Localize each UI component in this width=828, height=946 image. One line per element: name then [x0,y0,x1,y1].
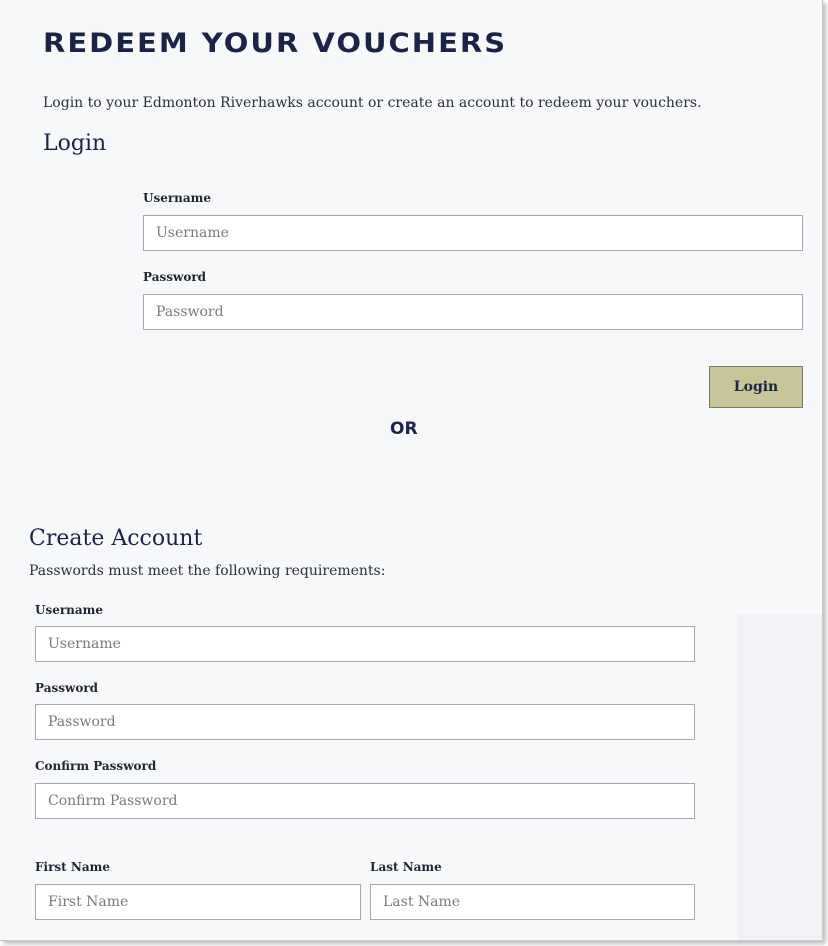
create-username-input[interactable] [35,626,695,662]
last-name-label: Last Name [370,860,442,874]
login-password-input[interactable] [143,294,803,330]
or-divider: OR [390,419,418,439]
login-username-input[interactable] [143,215,803,251]
password-requirements-text: Passwords must meet the following requirements: [29,563,386,579]
confirm-password-label: Confirm Password [35,759,157,773]
intro-text: Login to your Edmonton Riverhawks account or create an account to redeem your vouchers. [43,95,702,111]
last-name-input[interactable] [370,884,695,920]
create-username-label: Username [35,603,104,617]
create-password-label: Password [35,681,99,695]
login-username-label: Username [143,191,212,205]
page-title: REDEEM YOUR VOUCHERS [43,27,508,59]
side-panel [738,614,822,940]
first-name-label: First Name [35,860,110,874]
create-password-input[interactable] [35,704,695,740]
login-password-label: Password [143,270,207,284]
login-button[interactable]: Login [709,366,803,408]
first-name-input[interactable] [35,884,361,920]
confirm-password-input[interactable] [35,783,695,819]
login-heading: Login [43,131,107,156]
create-account-heading: Create Account [29,526,203,551]
